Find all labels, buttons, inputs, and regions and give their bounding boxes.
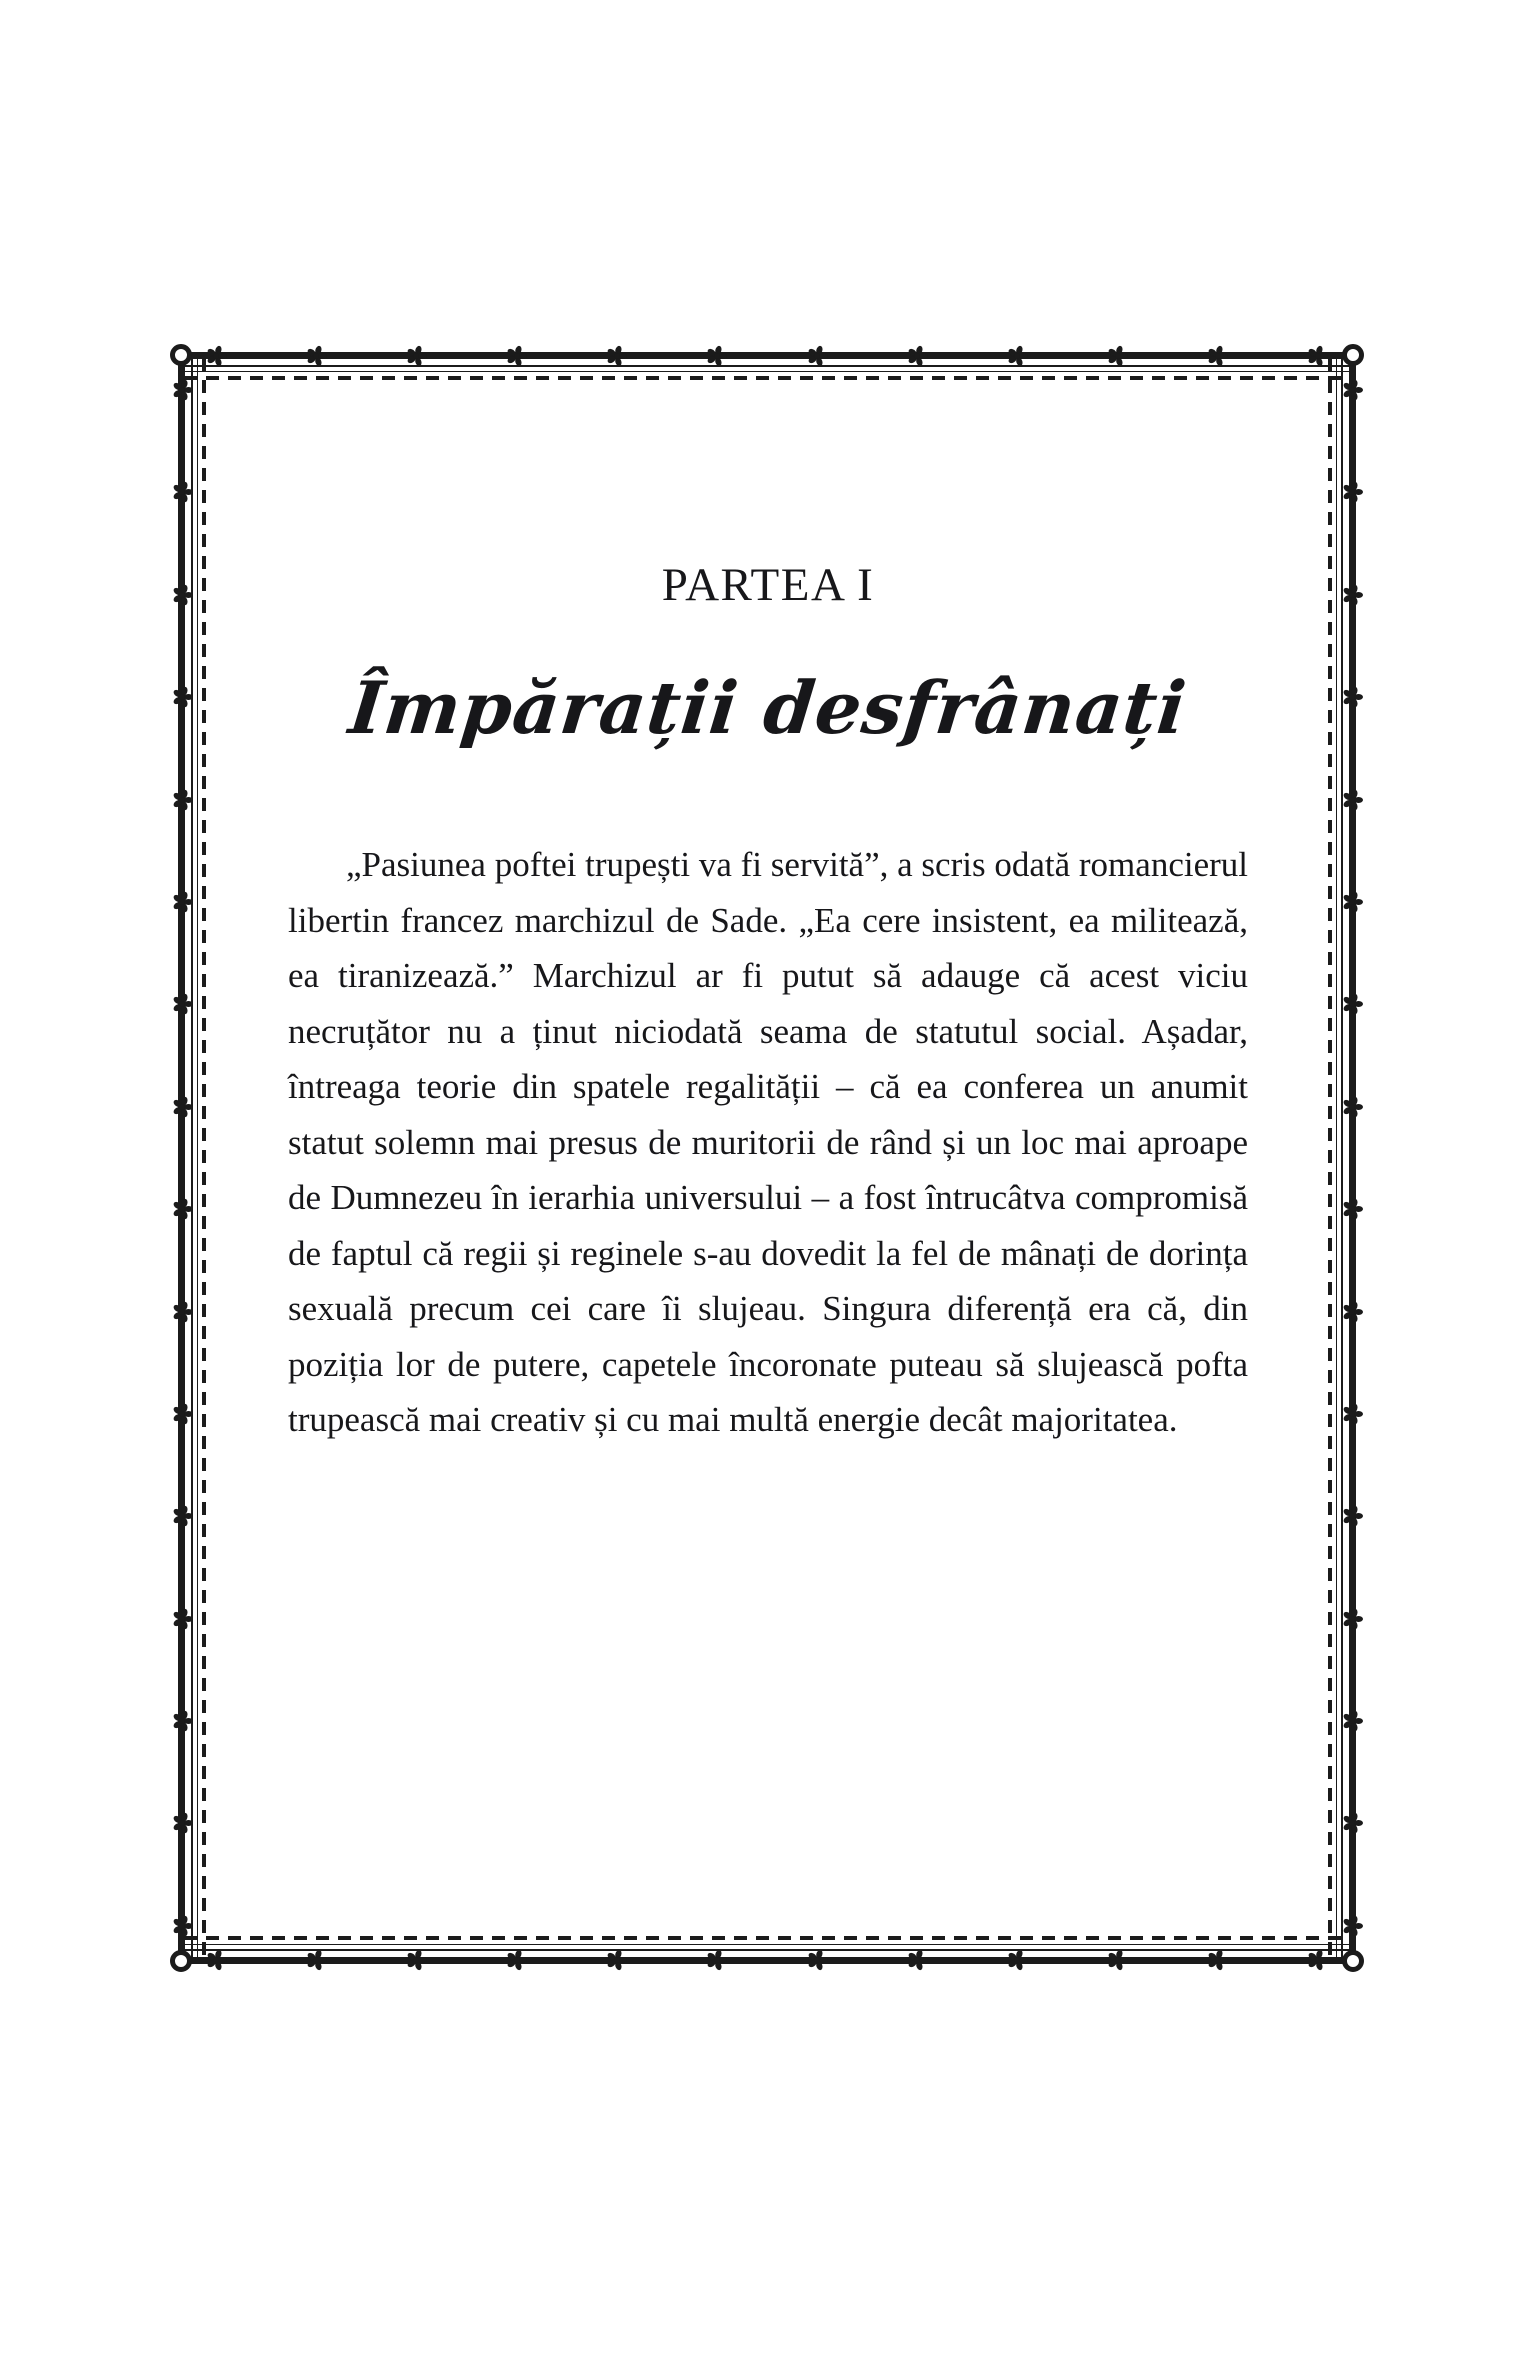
rosette-ornament-icon <box>170 1709 194 1733</box>
rosette-ornament-icon <box>204 1948 228 1972</box>
frame-corner-ring-bottom-left <box>170 1950 192 1972</box>
frame-dashed-top <box>184 376 1350 380</box>
rosette-ornament-icon <box>1340 378 1364 402</box>
rosette-ornament-icon <box>905 344 929 368</box>
rosette-ornament-icon <box>1206 344 1230 368</box>
chapter-title: Împărații desfrânați <box>345 664 1191 750</box>
rosette-ornament-icon <box>204 344 228 368</box>
rosette-ornament-icon <box>1306 344 1330 368</box>
rosette-ornament-icon <box>1206 1948 1230 1972</box>
rosette-ornament-icon <box>505 344 529 368</box>
rosette-ornament-icon <box>1340 685 1364 709</box>
rosette-ornament-icon <box>170 1504 194 1528</box>
rosette-strip-right <box>1339 378 1365 1938</box>
rosette-strip-bottom <box>204 1947 1330 1973</box>
rosette-ornament-icon <box>1106 344 1130 368</box>
rosette-ornament-icon <box>404 1948 428 1972</box>
frame-corner-ring-bottom-right <box>1342 1950 1364 1972</box>
rosette-ornament-icon <box>1340 480 1364 504</box>
rosette-ornament-icon <box>170 890 194 914</box>
rosette-ornament-icon <box>605 344 629 368</box>
rosette-ornament-icon <box>170 685 194 709</box>
rosette-ornament-icon <box>170 583 194 607</box>
frame-hairline-right-2 <box>1336 356 1337 1960</box>
rosette-ornament-icon <box>170 1300 194 1324</box>
rosette-ornament-icon <box>170 378 194 402</box>
rosette-ornament-icon <box>1340 1914 1364 1938</box>
rosette-ornament-icon <box>170 1402 194 1426</box>
frame-hairline-left-2 <box>197 356 198 1960</box>
rosette-ornament-icon <box>170 1095 194 1119</box>
rosette-ornament-icon <box>1340 1095 1364 1119</box>
rosette-ornament-icon <box>304 344 328 368</box>
rosette-ornament-icon <box>304 1948 328 1972</box>
rosette-ornament-icon <box>805 344 829 368</box>
frame-dashed-left <box>202 358 206 1958</box>
rosette-ornament-icon <box>170 1914 194 1938</box>
rosette-ornament-icon <box>170 788 194 812</box>
rosette-ornament-icon <box>1340 890 1364 914</box>
rosette-ornament-icon <box>1106 1948 1130 1972</box>
rosette-ornament-icon <box>1340 1402 1364 1426</box>
rosette-ornament-icon <box>170 992 194 1016</box>
rosette-ornament-icon <box>404 344 428 368</box>
rosette-ornament-icon <box>705 344 729 368</box>
rosette-ornament-icon <box>170 1607 194 1631</box>
body-paragraph: „Pasiunea poftei trupești va fi servită”, a scris odată romancierul libertin francez marchizul de Sade. „Ea cere insistent, ea militează, ea tiranizează.” Marchizul ar fi putut să adauge că acest viciu necruțător nu a ținut niciodată seama de statutul social. Așadar, întreaga teorie din spatele regalității – că ea conferea un anumit statut solemn mai presus de muritorii de rând și un loc mai aproape de Dumnezeu în ierarhia universului – a fost întrucâtva compromisă de faptul că regii și reginele s-au dovedit la fel de mânați de dorința sexuală precum cei care îi slujeau. Singura diferență era că, din poziția lor de putere, capetele încoronate puteau să slujească pofta trupească mai creativ și cu mai multă energie decât majoritatea. <box>288 845 1248 1440</box>
rosette-ornament-icon <box>505 1948 529 1972</box>
rosette-ornament-icon <box>1340 788 1364 812</box>
rosette-ornament-icon <box>1005 344 1029 368</box>
rosette-ornament-icon <box>1340 583 1364 607</box>
rosette-ornament-icon <box>1340 1504 1364 1528</box>
frame-dashed-right <box>1328 358 1332 1958</box>
rosette-ornament-icon <box>705 1948 729 1972</box>
rosette-strip-left <box>169 378 195 1938</box>
rosette-ornament-icon <box>905 1948 929 1972</box>
rosette-ornament-icon <box>1340 1709 1364 1733</box>
rosette-ornament-icon <box>170 480 194 504</box>
rosette-ornament-icon <box>1340 1197 1364 1221</box>
rosette-ornament-icon <box>1340 992 1364 1016</box>
frame-corner-ring-top-left <box>170 344 192 366</box>
rosette-ornament-icon <box>1340 1300 1364 1324</box>
frame-corner-ring-top-right <box>1342 344 1364 366</box>
rosette-ornament-icon <box>170 1811 194 1835</box>
rosette-ornament-icon <box>170 1197 194 1221</box>
rosette-ornament-icon <box>1340 1811 1364 1835</box>
frame-dashed-bottom <box>184 1936 1350 1940</box>
rosette-ornament-icon <box>1340 1607 1364 1631</box>
frame-hairline-top-2 <box>182 371 1352 372</box>
rosette-strip-top <box>204 343 1330 369</box>
rosette-ornament-icon <box>605 1948 629 1972</box>
rosette-ornament-icon <box>1005 1948 1029 1972</box>
rosette-ornament-icon <box>1306 1948 1330 1972</box>
frame-hairline-bottom-2 <box>182 1944 1352 1945</box>
page-content <box>288 560 1248 1448</box>
part-label: PARTEA I <box>661 559 875 611</box>
rosette-ornament-icon <box>805 1948 829 1972</box>
